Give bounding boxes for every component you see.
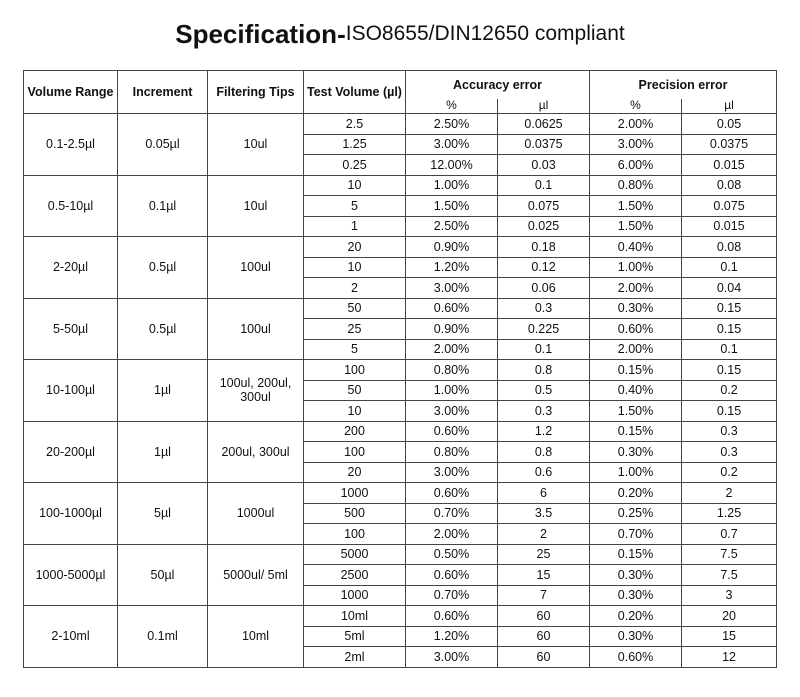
precision-pct-cell: 6.00%	[590, 155, 682, 176]
precision-pct-cell: 1.00%	[590, 462, 682, 483]
precision-pct-cell: 0.40%	[590, 237, 682, 258]
precision-pct-cell: 0.30%	[590, 442, 682, 463]
spec-table-body	[24, 114, 777, 668]
precision-ul-cell: 0.015	[682, 216, 777, 237]
accuracy-pct-cell: 2.50%	[406, 114, 498, 135]
precision-ul-cell: 15	[682, 626, 777, 647]
increment-cell: 0.1ml	[118, 606, 208, 668]
accuracy-pct-cell: 0.50%	[406, 544, 498, 565]
accuracy-pct-cell: 0.90%	[406, 319, 498, 340]
precision-pct-cell: 3.00%	[590, 134, 682, 155]
accuracy-ul-cell: 7	[498, 585, 590, 606]
increment-cell: 50µl	[118, 544, 208, 606]
precision-ul-cell: 0.2	[682, 380, 777, 401]
accuracy-pct-cell: 2.00%	[406, 524, 498, 545]
accuracy-pct-cell: 0.60%	[406, 421, 498, 442]
header-increment: Increment	[118, 71, 208, 114]
precision-pct-cell: 0.30%	[590, 585, 682, 606]
filtering-tips-cell: 10ml	[208, 606, 304, 668]
accuracy-ul-cell: 0.03	[498, 155, 590, 176]
precision-pct-cell: 2.00%	[590, 114, 682, 135]
precision-ul-cell: 0.1	[682, 339, 777, 360]
filtering-tips-cell: 10ul	[208, 175, 304, 237]
precision-ul-cell: 0.1	[682, 257, 777, 278]
subheader-accuracy-ul: µl	[498, 99, 590, 114]
accuracy-ul-cell: 0.0625	[498, 114, 590, 135]
accuracy-pct-cell: 0.80%	[406, 442, 498, 463]
volume-range-cell: 0.5-10µl	[24, 175, 118, 237]
precision-ul-cell: 0.3	[682, 442, 777, 463]
filtering-tips-cell: 100ul	[208, 298, 304, 360]
subheader-accuracy-pct: %	[406, 99, 498, 114]
header-test-volume: Test Volume (µl)	[304, 71, 406, 114]
test-volume-cell: 1000	[304, 585, 406, 606]
increment-cell: 5µl	[118, 483, 208, 545]
accuracy-ul-cell: 0.225	[498, 319, 590, 340]
accuracy-ul-cell: 0.18	[498, 237, 590, 258]
precision-pct-cell: 0.80%	[590, 175, 682, 196]
filtering-tips-cell: 200ul, 300ul	[208, 421, 304, 483]
filtering-tips-cell: 100ul	[208, 237, 304, 299]
filtering-tips-cell: 5000ul/ 5ml	[208, 544, 304, 606]
precision-ul-cell: 0.15	[682, 319, 777, 340]
precision-ul-cell: 0.05	[682, 114, 777, 135]
title-normal: ISO8655/DIN12650 compliant	[345, 22, 625, 45]
accuracy-pct-cell: 0.70%	[406, 503, 498, 524]
subheader-precision-ul: µl	[682, 99, 777, 114]
header-filtering-tips: Filtering Tips	[208, 71, 304, 114]
test-volume-cell: 50	[304, 298, 406, 319]
precision-pct-cell: 0.15%	[590, 421, 682, 442]
accuracy-pct-cell: 0.70%	[406, 585, 498, 606]
accuracy-pct-cell: 3.00%	[406, 401, 498, 422]
header-accuracy-error: Accuracy error	[406, 71, 590, 100]
precision-pct-cell: 1.50%	[590, 401, 682, 422]
accuracy-ul-cell: 0.075	[498, 196, 590, 217]
accuracy-pct-cell: 0.60%	[406, 565, 498, 586]
accuracy-ul-cell: 0.6	[498, 462, 590, 483]
accuracy-pct-cell: 3.00%	[406, 647, 498, 668]
accuracy-ul-cell: 15	[498, 565, 590, 586]
accuracy-ul-cell: 2	[498, 524, 590, 545]
precision-ul-cell: 0.0375	[682, 134, 777, 155]
accuracy-ul-cell: 60	[498, 647, 590, 668]
increment-cell: 1µl	[118, 360, 208, 422]
increment-cell: 1µl	[118, 421, 208, 483]
test-volume-cell: 100	[304, 442, 406, 463]
filtering-tips-cell: 100ul, 200ul, 300ul	[208, 360, 304, 422]
accuracy-ul-cell: 6	[498, 483, 590, 504]
accuracy-pct-cell: 0.80%	[406, 360, 498, 381]
accuracy-ul-cell: 0.8	[498, 360, 590, 381]
accuracy-pct-cell: 3.00%	[406, 462, 498, 483]
volume-range-cell: 100-1000µl	[24, 483, 118, 545]
precision-pct-cell: 0.20%	[590, 606, 682, 627]
precision-ul-cell: 0.7	[682, 524, 777, 545]
header-row	[24, 71, 777, 100]
volume-range-cell: 20-200µl	[24, 421, 118, 483]
subheader-precision-pct: %	[590, 99, 682, 114]
precision-pct-cell: 0.15%	[590, 360, 682, 381]
test-volume-cell: 5	[304, 339, 406, 360]
accuracy-pct-cell: 12.00%	[406, 155, 498, 176]
filtering-tips-cell: 1000ul	[208, 483, 304, 545]
precision-pct-cell: 2.00%	[590, 278, 682, 299]
volume-range-cell: 2-20µl	[24, 237, 118, 299]
accuracy-ul-cell: 0.8	[498, 442, 590, 463]
accuracy-pct-cell: 1.00%	[406, 380, 498, 401]
table-row	[24, 421, 777, 442]
volume-range-cell: 0.1-2.5µl	[24, 114, 118, 176]
header-precision-error: Precision error	[590, 71, 777, 100]
increment-cell: 0.1µl	[118, 175, 208, 237]
test-volume-cell: 20	[304, 462, 406, 483]
table-row	[24, 544, 777, 565]
test-volume-cell: 5000	[304, 544, 406, 565]
precision-pct-cell: 0.20%	[590, 483, 682, 504]
table-row	[24, 175, 777, 196]
test-volume-cell: 50	[304, 380, 406, 401]
precision-ul-cell: 0.15	[682, 298, 777, 319]
page-title	[0, 0, 800, 68]
test-volume-cell: 0.25	[304, 155, 406, 176]
accuracy-ul-cell: 0.5	[498, 380, 590, 401]
accuracy-ul-cell: 0.12	[498, 257, 590, 278]
title-bold: Specification-	[175, 18, 346, 49]
accuracy-ul-cell: 0.1	[498, 339, 590, 360]
precision-ul-cell: 12	[682, 647, 777, 668]
accuracy-ul-cell: 0.06	[498, 278, 590, 299]
precision-ul-cell: 0.08	[682, 237, 777, 258]
accuracy-ul-cell: 25	[498, 544, 590, 565]
table-row	[24, 360, 777, 381]
precision-ul-cell: 3	[682, 585, 777, 606]
accuracy-pct-cell: 1.00%	[406, 175, 498, 196]
test-volume-cell: 200	[304, 421, 406, 442]
accuracy-ul-cell: 3.5	[498, 503, 590, 524]
table-row	[24, 237, 777, 258]
precision-pct-cell: 0.40%	[590, 380, 682, 401]
accuracy-pct-cell: 0.90%	[406, 237, 498, 258]
test-volume-cell: 10ml	[304, 606, 406, 627]
test-volume-cell: 2	[304, 278, 406, 299]
header-volume-range: Volume Range	[24, 71, 118, 114]
accuracy-pct-cell: 0.60%	[406, 298, 498, 319]
precision-pct-cell: 0.30%	[590, 626, 682, 647]
test-volume-cell: 1000	[304, 483, 406, 504]
accuracy-pct-cell: 1.20%	[406, 626, 498, 647]
accuracy-ul-cell: 60	[498, 606, 590, 627]
precision-pct-cell: 1.50%	[590, 216, 682, 237]
precision-pct-cell: 0.60%	[590, 647, 682, 668]
accuracy-ul-cell: 0.025	[498, 216, 590, 237]
precision-pct-cell: 0.30%	[590, 298, 682, 319]
volume-range-cell: 2-10ml	[24, 606, 118, 668]
accuracy-ul-cell: 0.1	[498, 175, 590, 196]
precision-ul-cell: 2	[682, 483, 777, 504]
increment-cell: 0.5µl	[118, 298, 208, 360]
test-volume-cell: 5ml	[304, 626, 406, 647]
increment-cell: 0.05µl	[118, 114, 208, 176]
accuracy-ul-cell: 0.3	[498, 401, 590, 422]
test-volume-cell: 20	[304, 237, 406, 258]
precision-ul-cell: 0.015	[682, 155, 777, 176]
accuracy-ul-cell: 1.2	[498, 421, 590, 442]
precision-ul-cell: 7.5	[682, 565, 777, 586]
test-volume-cell: 2ml	[304, 647, 406, 668]
volume-range-cell: 1000-5000µl	[24, 544, 118, 606]
table-row	[24, 298, 777, 319]
precision-pct-cell: 0.60%	[590, 319, 682, 340]
precision-pct-cell: 2.00%	[590, 339, 682, 360]
accuracy-pct-cell: 1.50%	[406, 196, 498, 217]
precision-ul-cell: 1.25	[682, 503, 777, 524]
accuracy-pct-cell: 2.00%	[406, 339, 498, 360]
accuracy-pct-cell: 3.00%	[406, 278, 498, 299]
precision-pct-cell: 1.50%	[590, 196, 682, 217]
precision-pct-cell: 1.00%	[590, 257, 682, 278]
precision-ul-cell: 0.08	[682, 175, 777, 196]
table-row	[24, 606, 777, 627]
volume-range-cell: 5-50µl	[24, 298, 118, 360]
table-row	[24, 483, 777, 504]
precision-ul-cell: 0.15	[682, 401, 777, 422]
accuracy-pct-cell: 0.60%	[406, 606, 498, 627]
test-volume-cell: 2.5	[304, 114, 406, 135]
precision-ul-cell: 0.2	[682, 462, 777, 483]
precision-ul-cell: 0.3	[682, 421, 777, 442]
accuracy-ul-cell: 60	[498, 626, 590, 647]
test-volume-cell: 1.25	[304, 134, 406, 155]
filtering-tips-cell: 10ul	[208, 114, 304, 176]
precision-pct-cell: 0.70%	[590, 524, 682, 545]
accuracy-pct-cell: 3.00%	[406, 134, 498, 155]
accuracy-ul-cell: 0.3	[498, 298, 590, 319]
precision-pct-cell: 0.30%	[590, 565, 682, 586]
precision-ul-cell: 0.15	[682, 360, 777, 381]
test-volume-cell: 500	[304, 503, 406, 524]
test-volume-cell: 1	[304, 216, 406, 237]
test-volume-cell: 100	[304, 360, 406, 381]
table-row	[24, 114, 777, 135]
precision-pct-cell: 0.25%	[590, 503, 682, 524]
precision-ul-cell: 0.04	[682, 278, 777, 299]
precision-pct-cell: 0.15%	[590, 544, 682, 565]
test-volume-cell: 10	[304, 257, 406, 278]
test-volume-cell: 5	[304, 196, 406, 217]
accuracy-ul-cell: 0.0375	[498, 134, 590, 155]
volume-range-cell: 10-100µl	[24, 360, 118, 422]
test-volume-cell: 10	[304, 401, 406, 422]
test-volume-cell: 10	[304, 175, 406, 196]
increment-cell: 0.5µl	[118, 237, 208, 299]
spec-table	[23, 70, 777, 668]
test-volume-cell: 100	[304, 524, 406, 545]
accuracy-pct-cell: 0.60%	[406, 483, 498, 504]
precision-ul-cell: 20	[682, 606, 777, 627]
test-volume-cell: 2500	[304, 565, 406, 586]
precision-ul-cell: 0.075	[682, 196, 777, 217]
accuracy-pct-cell: 2.50%	[406, 216, 498, 237]
accuracy-pct-cell: 1.20%	[406, 257, 498, 278]
precision-ul-cell: 7.5	[682, 544, 777, 565]
test-volume-cell: 25	[304, 319, 406, 340]
